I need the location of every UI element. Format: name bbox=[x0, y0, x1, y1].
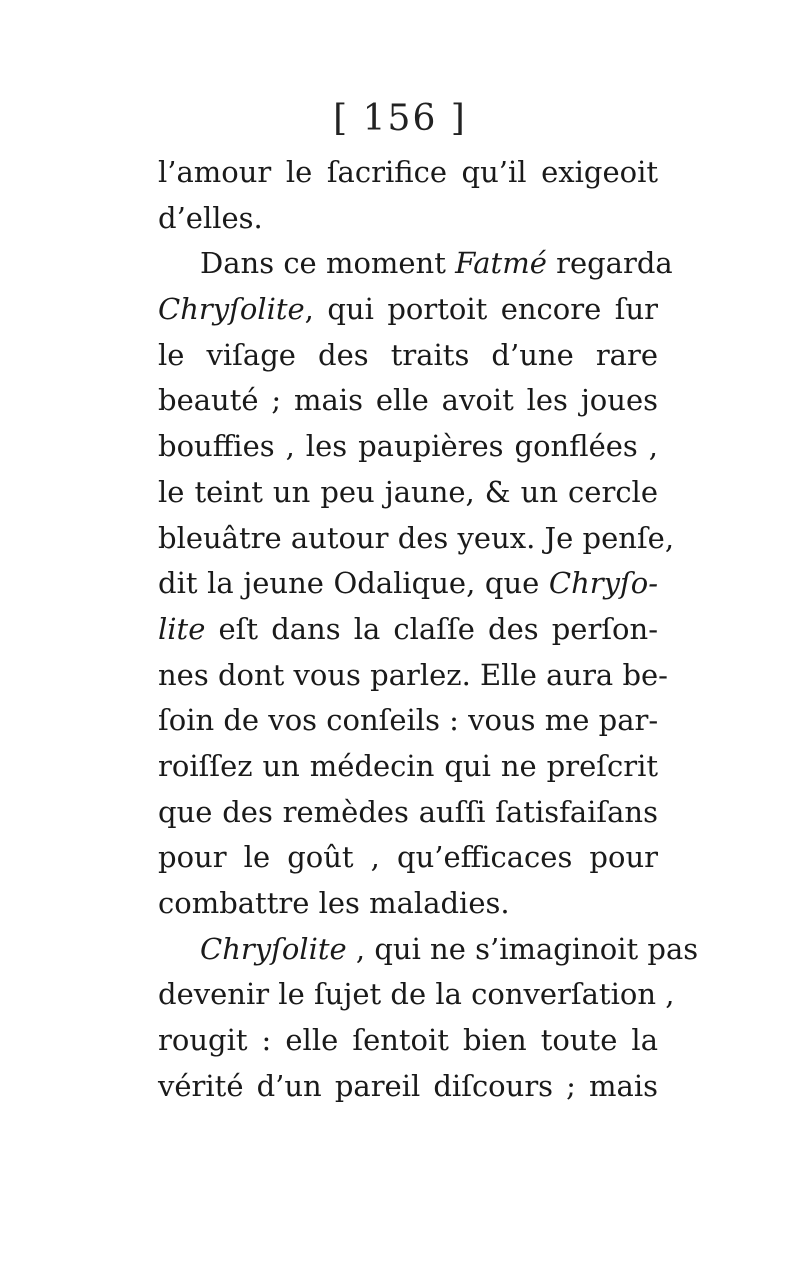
text-line bbox=[158, 790, 658, 836]
text-line bbox=[158, 1064, 658, 1110]
text-segment: , qui ne s’imaginoit pas bbox=[346, 931, 699, 966]
text-line bbox=[158, 744, 658, 790]
text-line bbox=[158, 698, 658, 744]
text-segment: dit la jeune Odalique, que bbox=[158, 566, 549, 601]
text-line bbox=[158, 287, 658, 333]
text-segment: le viſage des traits d’une rare bbox=[158, 337, 658, 372]
text-line bbox=[158, 150, 658, 196]
text-segment: vérité d’un pareil diſcours ; mais bbox=[158, 1068, 658, 1103]
text-segment-italic: Chryſolite bbox=[200, 931, 347, 966]
text-line bbox=[158, 561, 658, 607]
text-segment: combattre les maladies. bbox=[158, 886, 510, 920]
text-segment: l’amour le ſacrifice qu’il exigeoit bbox=[158, 155, 658, 189]
text-segment: , qui portoit encore ſur bbox=[304, 292, 658, 327]
text-segment-italic: Chryſo- bbox=[548, 566, 658, 601]
text-line bbox=[158, 196, 658, 242]
text-segment: eſt dans la claſſe des perſon- bbox=[205, 611, 658, 646]
text-segment: bouffies , les paupières gonflées , bbox=[158, 429, 658, 464]
text-segment: devenir le ſujet de la converſation , bbox=[158, 977, 675, 1012]
text-line bbox=[158, 653, 668, 699]
text-segment: Dans ce moment bbox=[200, 246, 456, 281]
text-segment-italic: Chryſolite bbox=[158, 292, 305, 327]
text-line bbox=[158, 241, 673, 287]
text-segment: bleuâtre autour des yeux. Je penſe, bbox=[158, 520, 675, 555]
text-line bbox=[158, 607, 658, 653]
text-segment: d’elles. bbox=[158, 200, 263, 235]
text-segment: nes dont vous parlez. Elle aura be- bbox=[158, 657, 668, 692]
text-line bbox=[158, 881, 658, 927]
text-line bbox=[158, 927, 699, 973]
text-segment: roiſſez un médecin qui ne preſcrit bbox=[158, 748, 658, 783]
text-line bbox=[158, 378, 658, 424]
text-segment-italic: Fatmé bbox=[455, 246, 547, 281]
text-line bbox=[158, 424, 658, 470]
page-number: [ 156 ] bbox=[333, 98, 467, 139]
text-segment: beauté ; mais elle avoit les joues bbox=[158, 383, 658, 418]
text-line bbox=[158, 333, 658, 379]
text-segment: pour le goût , qu’efficaces pour bbox=[158, 840, 658, 875]
text-line bbox=[158, 516, 675, 562]
text-line bbox=[158, 972, 675, 1018]
text-line bbox=[158, 835, 658, 881]
body-text bbox=[158, 150, 699, 1109]
text-segment: regarda bbox=[546, 246, 673, 281]
text-segment-italic: lite bbox=[158, 611, 206, 646]
text-segment: ſoin de vos conſeils : vous me par- bbox=[158, 703, 659, 738]
text-line bbox=[158, 1018, 658, 1064]
text-segment: rougit : elle ſentoit bien toute la bbox=[158, 1023, 658, 1058]
text-line bbox=[158, 470, 658, 516]
text-segment: que des remèdes auſſi ſatisfaiſans bbox=[158, 794, 658, 829]
text-segment: le teint un peu jaune, & un cercle bbox=[158, 474, 658, 509]
